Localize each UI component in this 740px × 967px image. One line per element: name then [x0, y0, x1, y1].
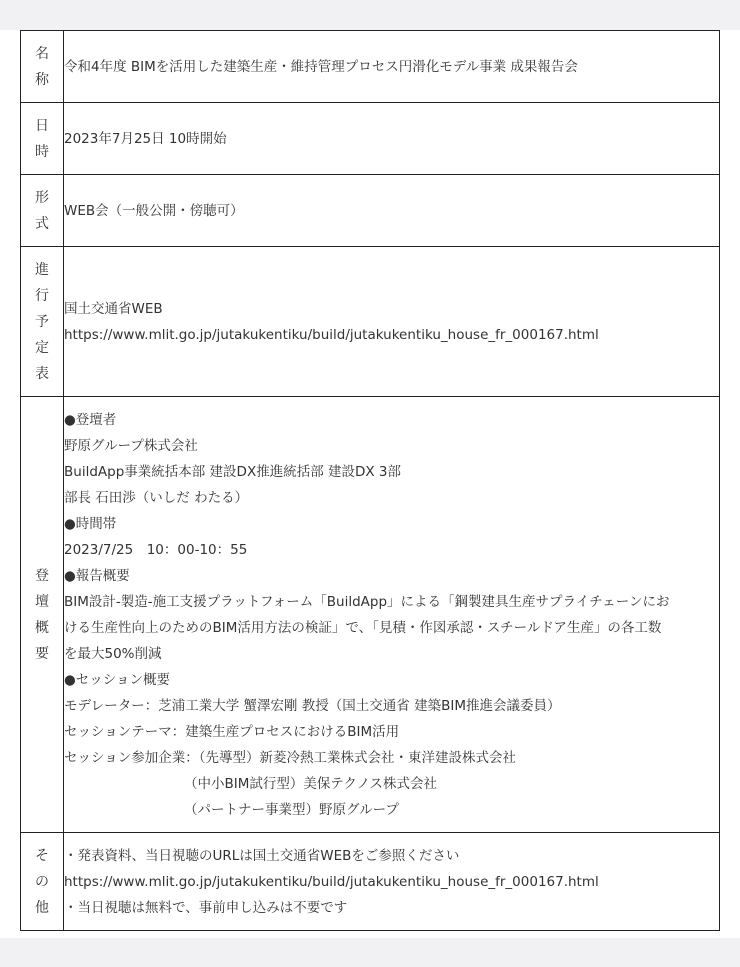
timeslot-value: 2023/7/25 10：00-10：55	[64, 541, 248, 558]
row-label: 登壇概要	[35, 567, 49, 662]
session-participants: （中小BIM試行型）美保テクノス株式会社	[184, 775, 438, 792]
row-label: 形式	[35, 189, 49, 232]
timeslot-heading: ●時間帯	[64, 515, 117, 532]
row-label-cell	[21, 397, 64, 833]
event-datetime: 2023年7月25日 10時開始	[64, 130, 227, 147]
report-text: BIM設計-製造-施工支援プラットフォーム「BuildApp」による「鋼製建具生産サプライチェーンにお	[64, 593, 670, 610]
top-margin	[0, 0, 740, 30]
row-datetime	[21, 103, 720, 175]
report-heading: ●報告概要	[64, 567, 130, 584]
row-speaker-overview	[21, 397, 720, 833]
session-participants: セッション参加企業：（先導型）新菱冷熱工業株式会社・東洋建設株式会社	[64, 749, 516, 766]
row-label-cell	[21, 175, 64, 247]
session-heading: ●セッション概要	[64, 671, 171, 688]
row-format	[21, 175, 720, 247]
row-value-cell	[64, 31, 720, 103]
report-text: ける生産性向上のためのBIM活用方法の検証」で、「見積・作図承認・スチールドア生産」の各工数	[64, 619, 662, 636]
session-theme: セッションテーマ：建築生産プロセスにおけるBIM活用	[64, 723, 400, 740]
bottom-margin	[0, 938, 740, 967]
row-label-cell	[21, 833, 64, 931]
row-value-cell	[64, 247, 720, 397]
row-label-cell	[21, 247, 64, 397]
speaker-company: 野原グループ株式会社	[64, 437, 198, 454]
report-text: を最大50%削減	[64, 645, 162, 662]
other-link[interactable]: https://www.mlit.go.jp/jutakukentiku/build/jutakukentiku_house_fr_000167.html	[64, 873, 599, 890]
session-moderator: モデレーター：芝浦工業大学 蟹澤宏剛 教授（国土交通省 建築BIM推進会議委員）	[64, 697, 561, 714]
other-note: ・当日視聴は無料で、事前申し込みは不要です	[64, 899, 348, 916]
session-participants: （パートナー事業型）野原グループ	[184, 801, 399, 818]
row-schedule	[21, 247, 720, 397]
row-name	[21, 31, 720, 103]
row-label: 名称	[35, 45, 49, 88]
row-label: 進行予定表	[35, 261, 49, 382]
event-format: WEB会（一般公開・傍聴可）	[64, 202, 244, 219]
row-value-cell	[64, 397, 720, 833]
row-label: その他	[35, 847, 49, 916]
row-label: 日時	[35, 117, 49, 160]
row-value-cell	[64, 175, 720, 247]
speaker-heading: ●登壇者	[64, 411, 117, 428]
schedule-source: 国土交通省WEB	[64, 300, 163, 317]
speaker-name: 部長 石田渉（いしだ わたる）	[64, 489, 249, 506]
event-name: 令和4年度 BIMを活用した建築生産・維持管理プロセス円滑化モデル事業 成果報告会	[64, 58, 578, 75]
row-value-cell	[64, 103, 720, 175]
row-label-cell	[21, 103, 64, 175]
other-note: ・発表資料、当日視聴のURLは国土交通省WEBをご参照ください	[64, 847, 460, 864]
schedule-link[interactable]: https://www.mlit.go.jp/jutakukentiku/build/jutakukentiku_house_fr_000167.html	[64, 326, 599, 343]
row-value-cell	[64, 833, 720, 931]
row-label-cell	[21, 31, 64, 103]
speaker-department: BuildApp事業統括本部 建設DX推進統括部 建設DX 3部	[64, 463, 402, 480]
event-info-table	[20, 30, 720, 931]
row-other	[21, 833, 720, 931]
